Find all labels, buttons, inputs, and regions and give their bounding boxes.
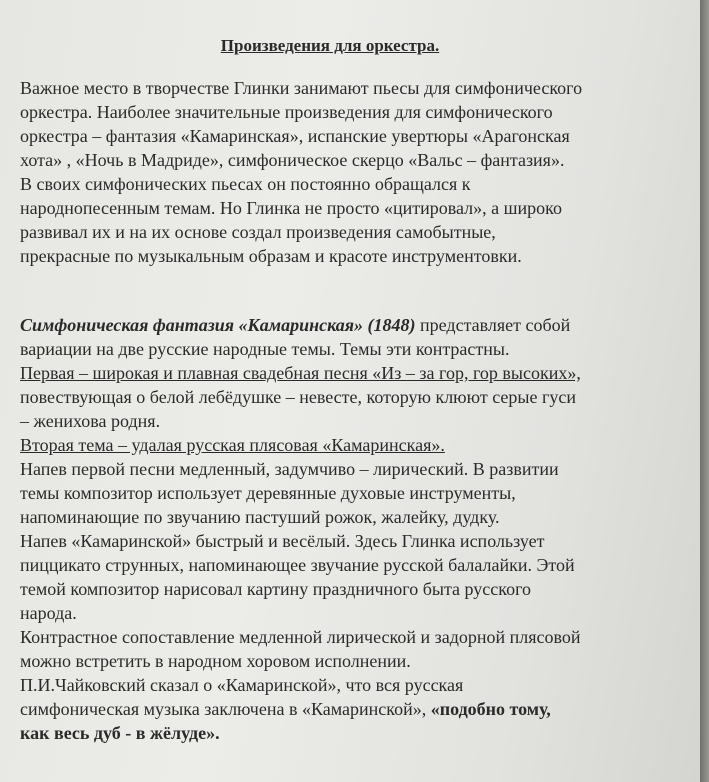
- text-line: оркестра – фантазия «Камаринская», испанские увертюры «Арагонская: [20, 126, 570, 146]
- text-line: народнопесенным темам. Но Глинка не просто «цитировал», а широко: [20, 198, 562, 218]
- text-line: оркестра. Наиболее значительные произведения для симфонического: [20, 102, 553, 122]
- text-line: темой композитор нарисовал картину праздничного быта русского: [20, 579, 532, 599]
- text-line: Важное место в творчестве Глинки занимают пьесы для симфонического: [20, 78, 583, 98]
- section-heading-line: [20, 313, 692, 337]
- page-title: Произведения для оркестра.: [220, 36, 440, 55]
- text-line: прекрасные по музыкальным образам и красоте инструментовки.: [20, 246, 522, 266]
- quote-end: как весь дуб - в жёлуде».: [20, 723, 220, 743]
- quote-start: «подобно тому,: [430, 699, 551, 719]
- text-line: пиццикато струнных, напоминающее звучание русской балалайки. Этой: [20, 555, 575, 575]
- quote-lead: симфоническая музыка заключена в «Камаринской»,: [20, 699, 431, 719]
- text-line: хота» , «Ночь в Мадриде», симфоническое скерцо «Вальс – фантазия».: [20, 150, 565, 170]
- text-line: темы композитор использует деревянные духовые инструменты,: [20, 483, 516, 503]
- intro-paragraph: [20, 76, 692, 268]
- text-line: Напев первой песни медленный, задумчиво – лирический. В развитии: [20, 459, 559, 479]
- kamarinskaya-section: [20, 313, 692, 745]
- text-line: В своих симфонических пьесах он постоянно обращался к: [20, 174, 471, 194]
- text-line: повествующая о белой лебёдушке – невесте, которую клюют серые гуси: [20, 387, 576, 407]
- theme-two-line: Вторая тема – удалая русская плясовая «Камаринская».: [20, 435, 445, 455]
- text-line: П.И.Чайковский сказал о «Камаринской», что вся русская: [20, 675, 464, 695]
- text-line: развивал их и на их основе создал произведения самобытные,: [20, 222, 496, 242]
- text-line: напоминающие по звучанию пастуший рожок, жалейку, дудку.: [20, 507, 500, 527]
- background-edge: [700, 0, 709, 782]
- quote-line: [20, 697, 692, 721]
- text-line: Напев «Камаринской» быстрый и весёлый. Здесь Глинка использует: [20, 531, 545, 551]
- text-line: Контрастное сопоставление медленной лирической и задорной плясовой: [20, 627, 581, 647]
- heading-continuation: представляет собой: [415, 315, 571, 335]
- text-line: можно встретить в народном хоровом исполнении.: [20, 651, 411, 671]
- text-line: народа.: [20, 603, 77, 623]
- text-line: вариации на две русские народные темы. Темы эти контрастны.: [20, 339, 510, 359]
- text-line: – женихова родня.: [20, 411, 161, 431]
- theme-one-line: Первая – широкая и плавная свадебная песня «Из – за гор, гор высоких»,: [20, 363, 581, 383]
- section-heading: Симфоническая фантазия «Камаринская» (1848): [20, 315, 416, 335]
